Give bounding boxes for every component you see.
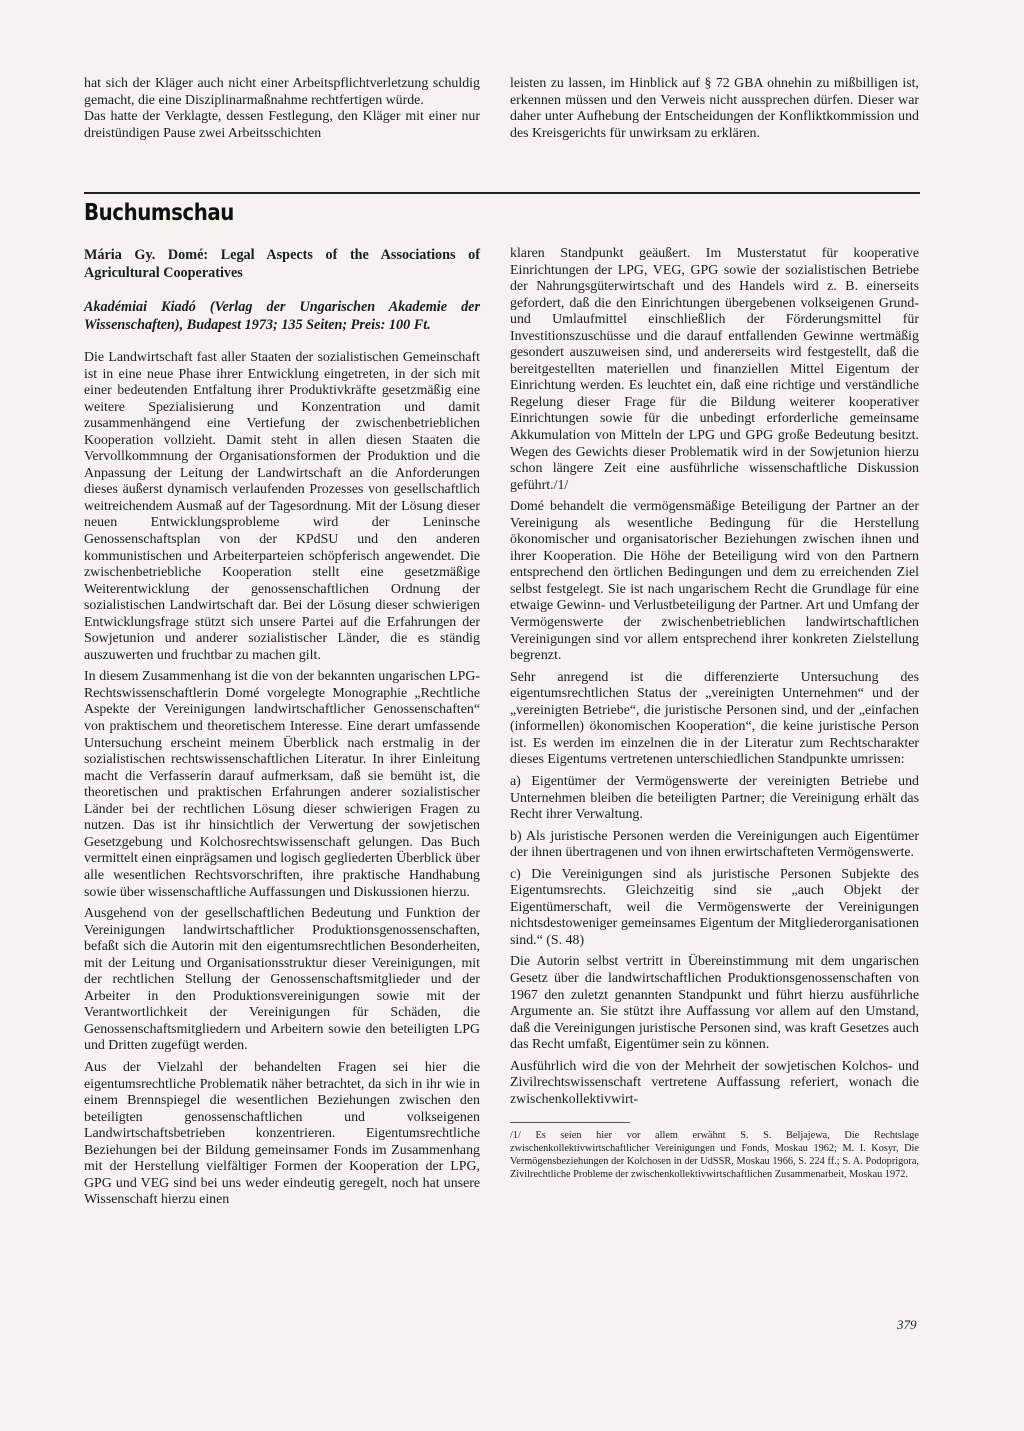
paragraph: Die Autorin selbst vertritt in Übereinstimmung mit dem ungarischen Gesetz über die landwirtschaftlichen Produktionsgenossenschaften von 1967 den zuletzt genannten Standpunkt und führt hierzu ausführliche Argumente an. Sie stützt ihre Auffassung vor allem auf den Umstand, daß die Vereinigungen juristische Personen sind, was kraft Gesetzes auch das Recht umfaßt, Eigentümer sein zu können. <box>510 954 919 1053</box>
right-column <box>510 246 919 1181</box>
page-number: 379 <box>897 1317 917 1332</box>
paragraph: klaren Standpunkt geäußert. Im Musterstatut für kooperative Einrichtungen der LPG, VEG, GPG sowie der sozialistischen Betriebe der Nahrungsgüterwirtschaft und des Handels wird z. B. einerseits gefordert, daß die den Einrichtungen übergebenen volkseigenen Grund- und Umlaufmittel einschließlich der Förderungsmittel für Investitionszuschüsse und die darauf entfallenden Gewinne wertmäßig gesondert auszuweisen sind, und andererseits wird festgestellt, daß die bereitgestellten materiellen und finanziellen Mittel Eigentum der Einrichtung werden. Es leuchtet ein, daß eine richtige und verständliche Regelung dieser Frage für die Bildung weiterer kooperativer Einrichtungen sowie für die unbedingt erforderliche gemeinsame Akkumulation von Mitteln der LPG und GPG große Bedeutung besitzt. Wegen des Gewichts dieser Problematik wird in der Sowjetunion hierzu schon längere Zeit eine ausführliche wissenschaftliche Diskussion geführt./1/ <box>510 246 919 493</box>
left-column <box>84 246 480 1209</box>
paragraph: Ausgehend von der gesellschaftlichen Bedeutung und Funktion der Vereinigungen landwirtschaftlicher Produktionsgenossenschaften, befaßt sich die Autorin mit den eigentumsrechtlichen Besonderheiten, mit der Leitung und Organisationsstruktur dieser Vereinigungen, mit der rechtlichen Stellung der Genossenschaftsmitglieder und der Arbeiter in den Produktionsvereinigungen sowie mit der Verantwortlichkeit der Vereinigungen für Schäden, die Genossenschaftsmitgliedern und Arbeitern sowie den beteiligten LPG und Dritten zugefügt werden. <box>84 906 480 1054</box>
paragraph: Die Landwirtschaft fast aller Staaten der sozialistischen Gemeinschaft ist in eine neue Phase ihrer Entwicklung eingetreten, in der sich mit einer bedeutenden Entfaltung ihrer Produktivkräfte gesetzmäßig eine weitere Spezialisierung und Konzentration und damit zusammenhängend eine Vertiefung der zwischenbetrieblichen Kooperation vollzieht. Damit steht in allen diesen Staaten die Vervollkommnung der Organisationsformen der Produktion und die Anpassung der Leitung der Landwirtschaft an die Anforderungen dieses äußerst dynamisch verlaufenden Prozesses von gesellschaftlich weitreichendem Ausmaß auf der Tagesordnung. Mit der Lösung dieser neuen Entwicklungsprobleme wird der Leninsche Genossenschaftsplan von der KPdSU und den anderen kommunistischen und Arbeiterparteien schöpferisch angewendet. Die zwischenbetriebliche Kooperation stellt eine gesetzmäßige Weiterentwicklung der genossenschaftlichen Ordnung der sozialistischen Landwirtschaft dar. Bei der Lösung dieser schwierigen Entwicklungsfrage stützt sich unsere Partei auf die Erfahrungen der Sowjetunion und anderer sozialistischer Länder, die es ständig auszuwerten und fruchtbar zu machen gilt. <box>84 350 480 663</box>
paragraph: Sehr anregend ist die differenzierte Untersuchung des eigentumsrechtlichen Status der „vereinigten Unternehmen“ und der „vereinigten Betriebe“, die juristische Personen sind, und der „einfachen (informellen) ökonomischen Kooperation“, die keine juristische Person ist. Es werden im einzelnen die in der Literatur zum Rechtscharakter dieses Eigentums vertretenen unterschiedlichen Standpunkte umrissen: <box>510 669 919 768</box>
paragraph: Das hatte der Verklagte, dessen Festlegung, den Kläger mit einer nur dreistündigen Pause zwei Arbeitsschichten <box>84 109 480 141</box>
section-title: Buchumschau <box>84 200 234 226</box>
book-title: Mária Gy. Domé: Legal Aspects of the Associations of Agricultural Cooperatives <box>84 247 480 281</box>
paragraph: hat sich der Kläger auch nicht einer Arbeitspflichtverletzung schuldig gemacht, die eine Disziplinarmaßnahme rechtfertigen würde. <box>84 76 480 108</box>
list-item: a) Eigentümer der Vermögenswerte der vereinigten Betriebe und Unternehmen bleiben die beteiligten Partner; die Vereinigung erhält das Recht ihrer Verwaltung. <box>510 773 919 823</box>
list-item: c) Die Vereinigungen sind als juristische Personen Subjekte des Eigentumsrechts. Gleichzeitig sind sie „auch Objekt der Eigentümerschaft, weil die Vermögenswerte der Vereinigungen nichtsdestoweniger gemeinsames Eigentum der Mitgliederorganisationen sind.“ (S. 48) <box>510 866 919 948</box>
paragraph: Domé behandelt die vermögensmäßige Beteiligung der Partner an der Vereinigung als wesentliche Bedingung für die Herstellung ökonomischer und organisatorischer Beziehungen zwischen ihnen und ihrer Kooperation. Die Höhe der Beteiligung wird von den Partnern entsprechend den örtlichen Bedingungen und dem zu erreichenden Ziel selbst festgelegt. Sie ist nach ungarischem Recht die Grundlage für eine etwaige Gewinn- und Verlustbeteiligung der Partner. Art und Umfang der Vermögenswerte der zwischenbetrieblichen landwirtschaftlichen Vereinigungen sind vor allem entsprechend ihrer konkreten Zielstellung begrenzt. <box>510 499 919 664</box>
paragraph: Aus der Vielzahl der behandelten Fragen sei hier die eigentumsrechtliche Problematik näher betrachtet, da sich in ihr wie in einem Brennspiegel die wesentlichen Beziehungen zwischen den beteiligten genossenschaftlichen und volkseigenen Landwirtschaftsbetrieben konzentrieren. Eigentumsrechtliche Beziehungen bei der Bildung gemeinsamer Fonds im Zusammenhang mit der Herstellung vielfältiger Formen der Kooperation der LPG, GPG und VEG sind bei uns weder eindeutig geregelt, noch hat unsere Wissenschaft hierzu einen <box>84 1059 480 1208</box>
top-right-column <box>510 76 919 142</box>
footnote-separator <box>510 1122 630 1123</box>
book-publisher: Akadémiai Kiadó (Verlag der Ungarischen Akademie der Wissenschaften), Budapest 1973; 135 Seiten; Preis: 100 Ft. <box>84 299 480 333</box>
section-divider <box>84 192 920 194</box>
top-left-column <box>84 76 480 142</box>
paragraph: Ausführlich wird die von der Mehrheit der sowjetischen Kolchos- und Zivilrechtswissenschaft vertretene Auffassung referiert, wonach die zwischenkollektivwirt- <box>510 1058 919 1107</box>
list-item: b) Als juristische Personen werden die Vereinigungen auch Eigentümer der ihnen übertragenen und von ihnen erwirtschafteten Vermögenswerte. <box>510 828 919 861</box>
footnote: /1/ Es seien hier vor allem erwähnt S. S. Beljajewa, Die Rechtslage zwischenkollektivwirtschaftlicher Vereinigungen und Fonds, Moskau 1962; M. I. Kosyr, Die Vermögensbeziehungen der Kolchosen in der UdSSR, Moskau 1966, S. 224 ff.; S. A. Podoprigora, Zivilrechtliche Probleme der zwischenkollektivwirtschaftlichen Zusammenarbeit, Moskau 1972. <box>510 1130 919 1181</box>
paragraph: leisten zu lassen, im Hinblick auf § 72 GBA ohnehin zu mißbilligen ist, erkennen müssen und den Verweis nicht aussprechen dürfen. Dieser war daher unter Aufhebung der Entscheidungen der Konfliktkommission und des Kreisgerichts für unwirksam zu erklären. <box>510 76 919 141</box>
paragraph: In diesem Zusammenhang ist die von der bekannten ungarischen LPG-Rechtswissenschaftlerin Domé vorgelegte Monographie „Rechtliche Aspekte der Vereinigungen landwirtschaftlicher Genossenschaften“ von praktischem und theoretischem Interesse. Eine derart umfassende Untersuchung erscheint meinem Überblick nach erstmalig in der sozialistischen rechtswissenschaftlichen Literatur. In ihrer Einleitung macht die Verfasserin darauf aufmerksam, daß sie bemüht ist, die theoretischen und praktischen Erfahrungen anderer sozialistischer Länder bei der rechtlichen Lösung dieser schwierigen Fragen zu nutzen. Das ist ihr hinsichtlich der Verwertung der sowjetischen Gesetzgebung und Kolchosrechtswissenschaft gelungen. Das Buch vermittelt einen einprägsamen und logisch gegliederten Überblick über alle wesentlichen Rechtsvorschriften, ihre praktische Handhabung sowie über wissenschaftliche Auffassungen und Diskussionen hierzu. <box>84 669 480 900</box>
